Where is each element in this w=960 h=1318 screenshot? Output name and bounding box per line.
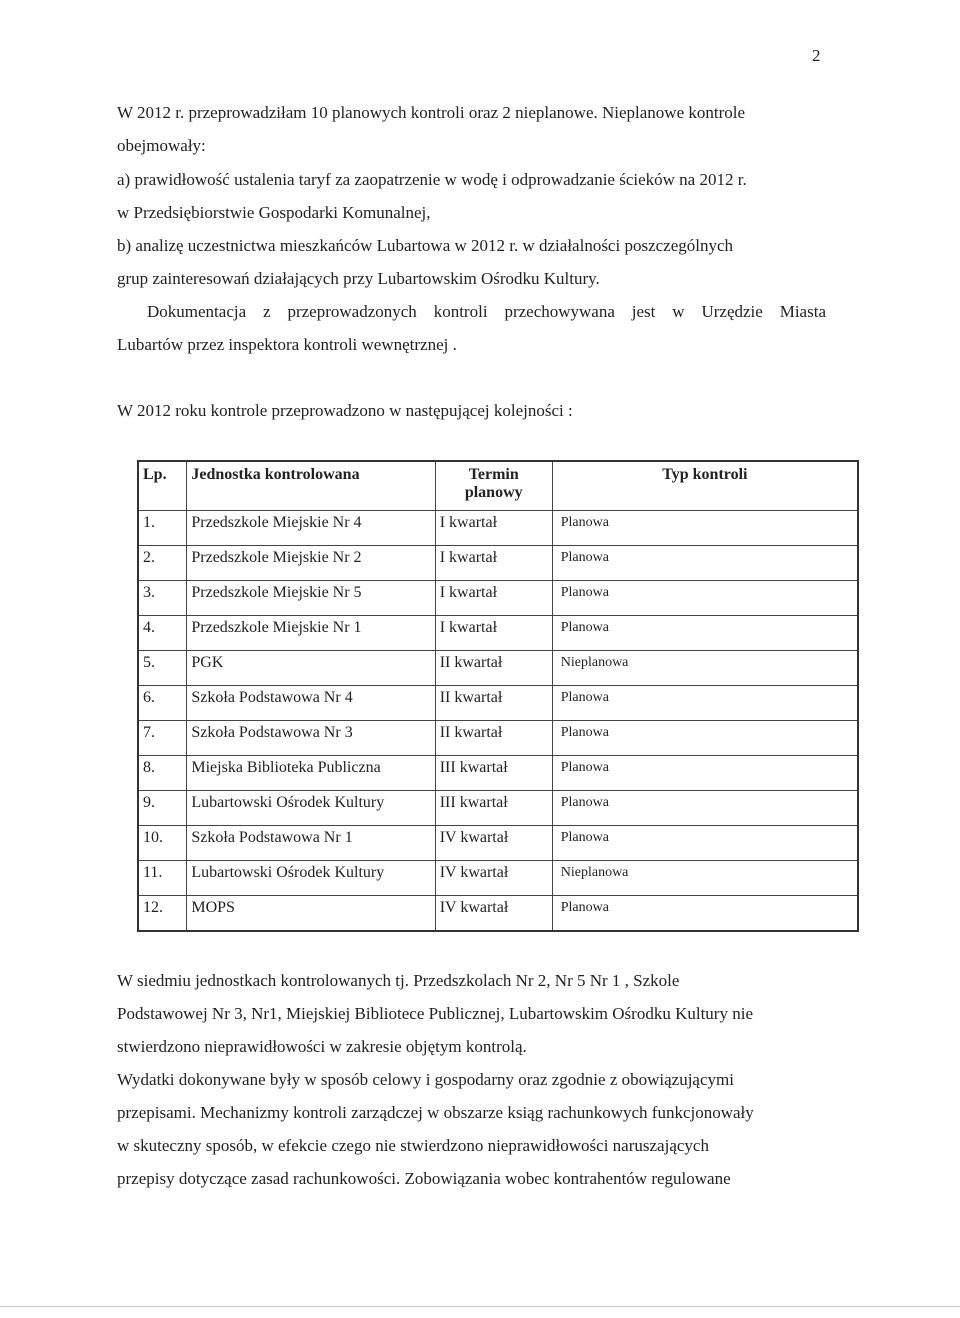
row-type: Planowa (552, 896, 858, 932)
intro-line-9: W 2012 roku kontrole przeprowadzono w następującej kolejności : (117, 401, 573, 420)
intro-line-3: a) prawidłowość ustalenia taryf za zaopatrzenie w wodę i odprowadzanie ścieków na 2012 r. (117, 170, 747, 189)
row-term: II kwartał (435, 686, 552, 721)
header-type: Typ kontroli (552, 461, 858, 511)
row-unit: MOPS (187, 896, 435, 932)
intro-line-7: Dokumentacja z przeprowadzonych kontroli przechowywana jest w Urzędzie Miasta (147, 302, 826, 321)
table-row (138, 861, 858, 896)
row-term: I kwartał (435, 616, 552, 651)
row-lp: 8. (138, 756, 187, 791)
row-type: Planowa (552, 721, 858, 756)
row-term: II kwartał (435, 651, 552, 686)
intro-line-5: b) analizę uczestnictwa mieszkańców Lubartowa w 2012 r. w działalności poszczególnych (117, 236, 734, 255)
intro-line-8: Lubartów przez inspektora kontroli wewnętrznej . (117, 335, 457, 354)
row-lp: 10. (138, 826, 187, 861)
intro-line-2: obejmowały: (117, 136, 206, 155)
row-term: I kwartał (435, 581, 552, 616)
table-row (138, 616, 858, 651)
row-type: Planowa (552, 581, 858, 616)
row-lp: 6. (138, 686, 187, 721)
row-type: Planowa (552, 616, 858, 651)
closing-line-3: stwierdzono nieprawidłowości w zakresie objętym kontrolą. (117, 1037, 527, 1056)
row-lp: 1. (138, 511, 187, 546)
page-number: 2 (812, 46, 821, 65)
row-type: Planowa (552, 826, 858, 861)
intro-line-1: W 2012 r. przeprowadziłam 10 planowych kontroli oraz 2 nieplanowe. Nieplanowe kontrole (117, 103, 746, 122)
table-row (138, 511, 858, 546)
row-lp: 11. (138, 861, 187, 896)
table-row (138, 546, 858, 581)
row-type: Nieplanowa (552, 861, 858, 896)
row-lp: 9. (138, 791, 187, 826)
row-unit: Lubartowski Ośrodek Kultury (187, 861, 435, 896)
row-term: IV kwartał (435, 896, 552, 932)
row-term: I kwartał (435, 546, 552, 581)
header-unit: Jednostka kontrolowana (187, 461, 435, 511)
row-lp: 2. (138, 546, 187, 581)
row-term: IV kwartał (435, 826, 552, 861)
row-type: Planowa (552, 511, 858, 546)
row-term: III kwartał (435, 791, 552, 826)
table-row (138, 721, 858, 756)
header-lp: Lp. (138, 461, 187, 511)
row-lp: 7. (138, 721, 187, 756)
row-lp: 4. (138, 616, 187, 651)
control-schedule-table (137, 460, 859, 932)
row-term: IV kwartał (435, 861, 552, 896)
closing-line-2: Podstawowej Nr 3, Nr1, Miejskiej Bibliotece Publicznej, Lubartowskim Ośrodku Kultury nie (117, 1004, 753, 1023)
row-lp: 12. (138, 896, 187, 932)
table-row (138, 896, 858, 932)
row-unit: Przedszkole Miejskie Nr 4 (187, 511, 435, 546)
intro-line-6: grup zainteresowań działających przy Lubartowskim Ośrodku Kultury. (117, 269, 600, 288)
row-type: Planowa (552, 756, 858, 791)
row-type: Planowa (552, 546, 858, 581)
closing-line-5: przepisami. Mechanizmy kontroli zarządczej w obszarze ksiąg rachunkowych funkcjonowały (117, 1103, 754, 1122)
row-unit: Lubartowski Ośrodek Kultury (187, 791, 435, 826)
row-unit: Przedszkole Miejskie Nr 5 (187, 581, 435, 616)
row-term: II kwartał (435, 721, 552, 756)
table-row (138, 651, 858, 686)
header-term: Termin planowy (435, 461, 552, 511)
row-type: Planowa (552, 791, 858, 826)
table-row (138, 581, 858, 616)
closing-line-7: przepisy dotyczące zasad rachunkowości. Zobowiązania wobec kontrahentów regulowane (117, 1169, 731, 1188)
row-unit: Szkoła Podstawowa Nr 3 (187, 721, 435, 756)
row-unit: Przedszkole Miejskie Nr 2 (187, 546, 435, 581)
row-type: Planowa (552, 686, 858, 721)
row-term: III kwartał (435, 756, 552, 791)
closing-line-4: Wydatki dokonywane były w sposób celowy i gospodarny oraz zgodnie z obowiązującymi (117, 1070, 734, 1089)
row-unit: PGK (187, 651, 435, 686)
row-type: Nieplanowa (552, 651, 858, 686)
closing-line-1: W siedmiu jednostkach kontrolowanych tj. Przedszkolach Nr 2, Nr 5 Nr 1 , Szkole (117, 971, 680, 990)
table-header-row (138, 461, 858, 511)
row-term: I kwartał (435, 511, 552, 546)
bottom-scan-edge (0, 1306, 960, 1307)
row-lp: 5. (138, 651, 187, 686)
row-unit: Miejska Biblioteka Publiczna (187, 756, 435, 791)
closing-line-6: w skuteczny sposób, w efekcie czego nie stwierdzono nieprawidłowości naruszających (117, 1136, 709, 1155)
table-row (138, 756, 858, 791)
row-unit: Szkoła Podstawowa Nr 1 (187, 826, 435, 861)
row-lp: 3. (138, 581, 187, 616)
table-row (138, 791, 858, 826)
row-unit: Przedszkole Miejskie Nr 1 (187, 616, 435, 651)
table-row (138, 826, 858, 861)
intro-line-4: w Przedsiębiorstwie Gospodarki Komunalnej, (117, 203, 431, 222)
row-unit: Szkoła Podstawowa Nr 4 (187, 686, 435, 721)
table-row (138, 686, 858, 721)
